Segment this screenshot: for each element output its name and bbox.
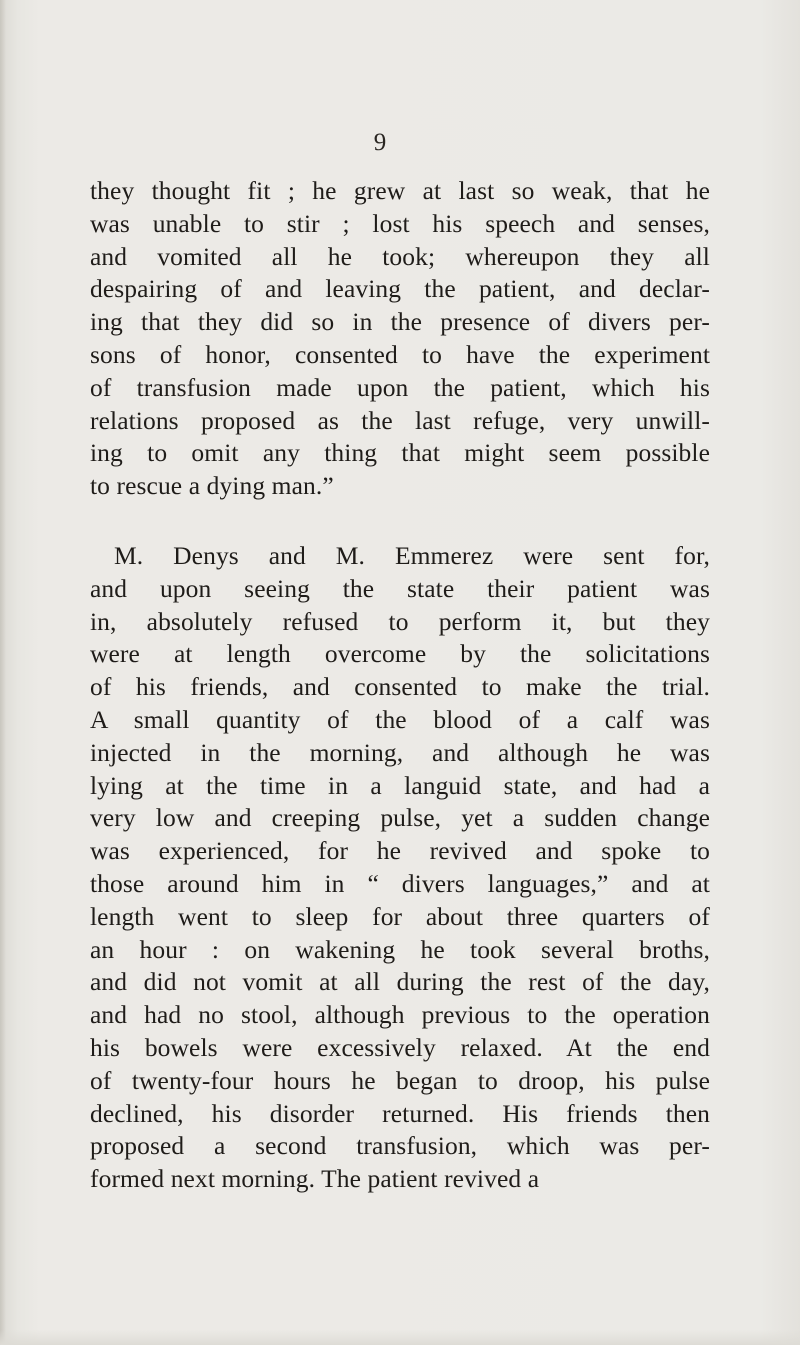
text-line: his bowels were excessively relaxed. At the end <box>90 1032 710 1062</box>
spine-shadow <box>0 0 6 1345</box>
text-line: and upon seeing the state their patient was <box>90 573 710 603</box>
text-line: A small quantity of the blood of a calf was <box>90 704 710 734</box>
text-line: ing to omit any thing that might seem possible <box>90 438 710 468</box>
text-line: of his friends, and consented to make the trial. <box>90 672 710 702</box>
text-line: of transfusion made upon the patient, which his <box>90 372 710 402</box>
text-line: an hour : on wakening he took several broths, <box>90 934 710 964</box>
paragraph-2 <box>90 540 710 1196</box>
text-line: very low and creeping pulse, yet a sudden change <box>90 803 710 833</box>
text-line: they thought fit ; he grew at last so weak, that he <box>90 176 710 205</box>
text-line: and vomited all he took; whereupon they all <box>90 241 710 271</box>
text-line: lying at the time in a languid state, and had a <box>90 770 710 800</box>
text-line: those around him in “ divers languages,” and at <box>90 868 710 898</box>
text-line: sons of honor, consented to have the experiment <box>90 339 710 369</box>
page-number: 9 <box>373 129 387 156</box>
text-line: despairing of and leaving the patient, and declar- <box>90 274 710 304</box>
text-line: to rescue a dying man.” <box>90 471 334 501</box>
text-line: of twenty-four hours he began to droop, his pulse <box>90 1065 710 1095</box>
text-line: was experienced, for he revived and spoke to <box>90 836 710 866</box>
paragraph-1 <box>90 175 710 503</box>
text-line: ing that they did so in the presence of divers per- <box>90 307 710 337</box>
text-line: and had no stool, although previous to the operation <box>90 1000 710 1030</box>
text-line: proposed a second transfusion, which was per- <box>90 1131 710 1161</box>
text-line: declined, his disorder returned. His friends then <box>90 1098 710 1128</box>
page-bottom-edge <box>0 1330 800 1345</box>
text-line: M. Denys and M. Emmerez were sent for, <box>114 540 710 570</box>
text-line: relations proposed as the last refuge, very unwill- <box>90 405 710 435</box>
text-line: length went to sleep for about three quarters of <box>90 901 710 931</box>
text-line: in, absolutely refused to perform it, but they <box>90 606 710 636</box>
text-line: was unable to stir ; lost his speech and senses, <box>90 208 710 238</box>
text-line: formed next morning. The patient revived a <box>90 1164 540 1194</box>
body-text <box>90 175 710 1196</box>
text-line: and did not vomit at all during the rest of the day, <box>90 967 710 997</box>
text-line: were at length overcome by the solicitations <box>90 639 710 669</box>
text-line: injected in the morning, and although he was <box>90 737 710 767</box>
